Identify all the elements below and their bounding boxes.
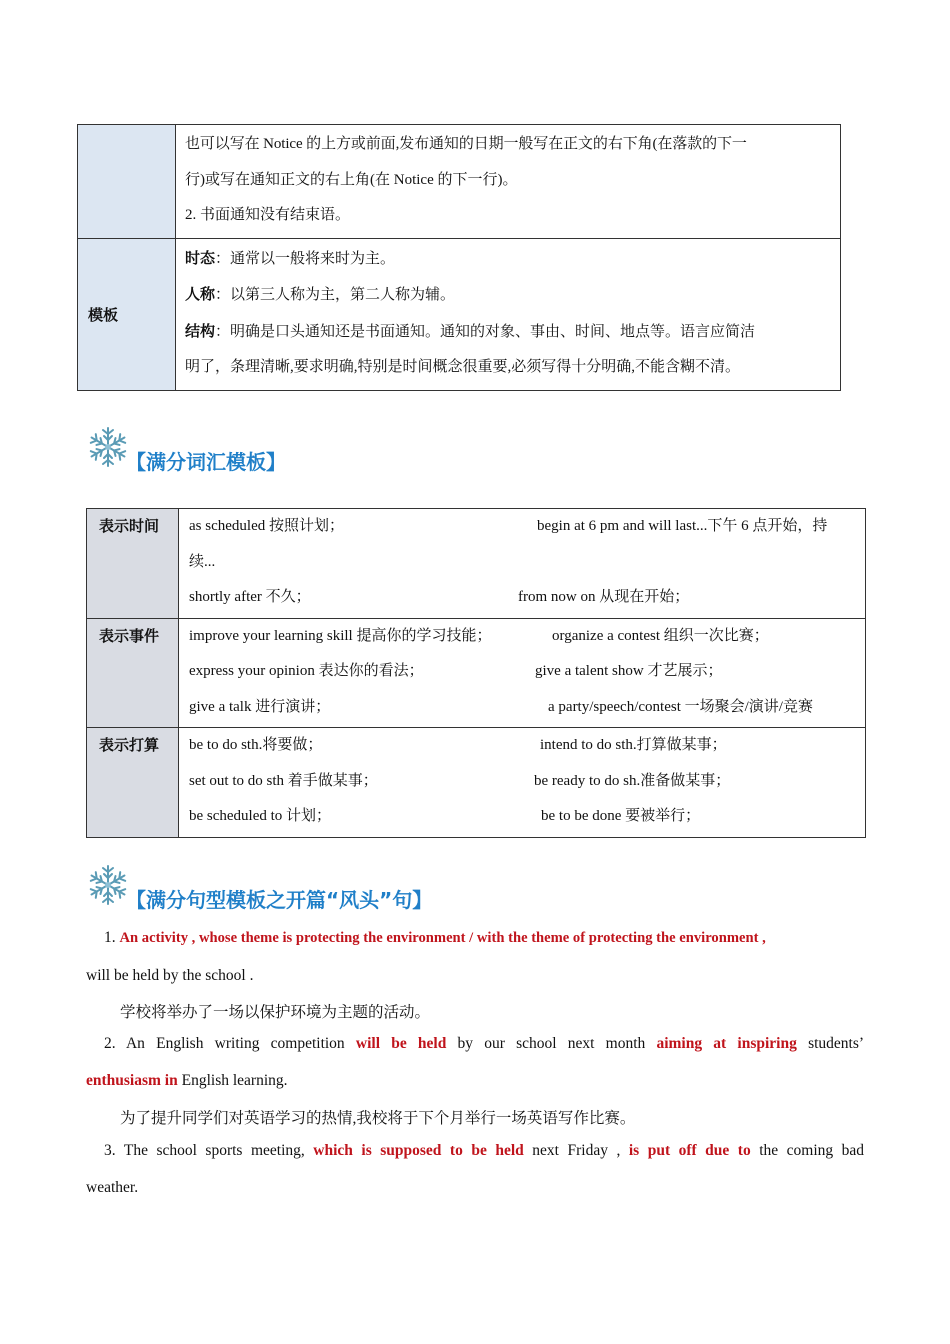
highlight-phrase: which is supposed to be held (313, 1142, 524, 1159)
sentence-text: 2. An English writing competition (104, 1035, 345, 1052)
template-table (77, 124, 841, 391)
vocab-item: be ready to do sh.准备做某事； (534, 772, 731, 789)
highlight-phrase: enthusiasm in (86, 1072, 178, 1089)
sentence-3 (86, 1132, 864, 1206)
row-content (179, 509, 866, 619)
vocab-item: as scheduled 按照计划； (189, 518, 344, 534)
vocab-item: improve your learning skill 提高你的学习技能； (189, 627, 492, 644)
translation: 为了提升同学们对英语学习的热情,我校将于下个月举行一场英语写作比赛。 (120, 1110, 636, 1127)
vocab-line (189, 509, 859, 545)
vocab-item: give a talk 进行演讲； (189, 698, 331, 715)
sentence-line (86, 919, 864, 957)
item-text: ：以第三人称为主，第二人称为辅。 (215, 287, 456, 303)
vocab-item: intend to do sth.打算做某事； (540, 737, 727, 753)
text-line: 2. 书面通知没有结束语。 (185, 207, 351, 223)
highlight-phrase: An activity , whose theme is protecting the environment / with the theme of protecting the environment , (119, 930, 766, 946)
sentence-1 (86, 919, 864, 994)
row-label: 表示事件 (87, 618, 179, 728)
vocab-item: be to do sth.将要做； (189, 737, 323, 753)
translation: 学校将举办了一场以保护环境为主题的活动。 (120, 1004, 431, 1021)
table-row (87, 728, 866, 838)
row-content (179, 728, 866, 838)
vocab-item: 续... (189, 553, 216, 570)
snowflake-icon (86, 863, 130, 907)
text-line (185, 277, 832, 314)
row-content (176, 238, 841, 390)
highlight-phrase: will be held (355, 1035, 447, 1052)
item-key: 结构 (185, 321, 216, 340)
vocab-line (189, 690, 859, 726)
vocab-item: express your opinion 表达你的看法； (189, 663, 424, 679)
sentence-text: next Friday , (532, 1142, 621, 1159)
highlight-phrase: aiming at inspiring (656, 1035, 797, 1052)
vocab-item: shortly after 不久； (189, 589, 311, 605)
sentence-text: by our school next month (457, 1035, 646, 1052)
vocab-item: be scheduled to 计划； (189, 808, 332, 824)
sentence-text: the coming bad (759, 1142, 865, 1159)
vocab-heading: 【满分词汇模板】 (126, 450, 286, 474)
highlight-phrase: is put off due to (628, 1142, 751, 1159)
row-content (176, 125, 841, 239)
text-line (185, 314, 832, 351)
row-label-empty (78, 125, 176, 239)
text-line (185, 241, 832, 278)
table-row (87, 509, 866, 619)
row-label: 模板 (78, 238, 176, 390)
sentence-line: weather. (86, 1179, 139, 1196)
sentence-text: English learning. (181, 1072, 288, 1089)
snowflake-icon (86, 425, 130, 469)
sentence-2 (86, 1025, 864, 1099)
table-row (87, 618, 866, 728)
sentence-line (86, 1062, 864, 1099)
vocab-item: from now on 从现在开始； (518, 589, 690, 605)
item-text: ：明确是口头通知还是书面通知。通知的对象、事由、时间、地点等。语言应简洁 (215, 323, 756, 340)
table-row (78, 125, 841, 239)
vocab-line (189, 799, 859, 835)
sentence-text: students’ (808, 1035, 865, 1052)
item-key: 时态 (185, 248, 216, 267)
table-row (78, 238, 841, 390)
vocab-line (189, 764, 859, 800)
vocab-item: organize a contest 组织一次比赛； (552, 627, 769, 644)
row-label: 表示时间 (87, 509, 179, 619)
sentence-number: 1. (104, 929, 116, 946)
sentence-line: will be held by the school . (86, 967, 254, 984)
sentence-line (86, 1132, 864, 1169)
text-line: 也可以写在 Notice 的上方或前面,发布通知的日期一般写在正文的右下角(在落款的下一 (185, 136, 747, 152)
vocab-table (86, 508, 866, 838)
item-text: ：通常以一般将来时为主。 (215, 250, 396, 267)
sentence-line (86, 1025, 864, 1062)
vocab-item: begin at 6 pm and will last...下午 6 点开始，持 (537, 518, 828, 534)
vocab-item: set out to do sth 着手做某事； (189, 772, 378, 789)
row-content (179, 618, 866, 728)
vocab-line (189, 619, 859, 655)
vocab-line (189, 728, 859, 764)
vocab-item: be to be done 要被举行； (541, 808, 701, 824)
item-key: 人称 (185, 285, 216, 303)
vocab-line (189, 580, 859, 616)
sentence-heading: 【满分句型模板之开篇“风头”句】 (126, 888, 433, 912)
vocab-line (189, 545, 859, 581)
vocab-line (189, 654, 859, 690)
vocab-item: a party/speech/contest 一场聚会/演讲/竞赛 (548, 698, 813, 715)
text-line: 明了，条理清晰,要求明确,特别是时间概念很重要,必须写得十分明确,不能含糊不清。 (185, 359, 741, 375)
sentence-text: 3. The school sports meeting, (104, 1142, 305, 1159)
row-label: 表示打算 (87, 728, 179, 838)
text-line: 行)或写在通知正文的右上角(在 Notice 的下一行)。 (185, 171, 518, 188)
vocab-item: give a talent show 才艺展示； (535, 663, 723, 679)
